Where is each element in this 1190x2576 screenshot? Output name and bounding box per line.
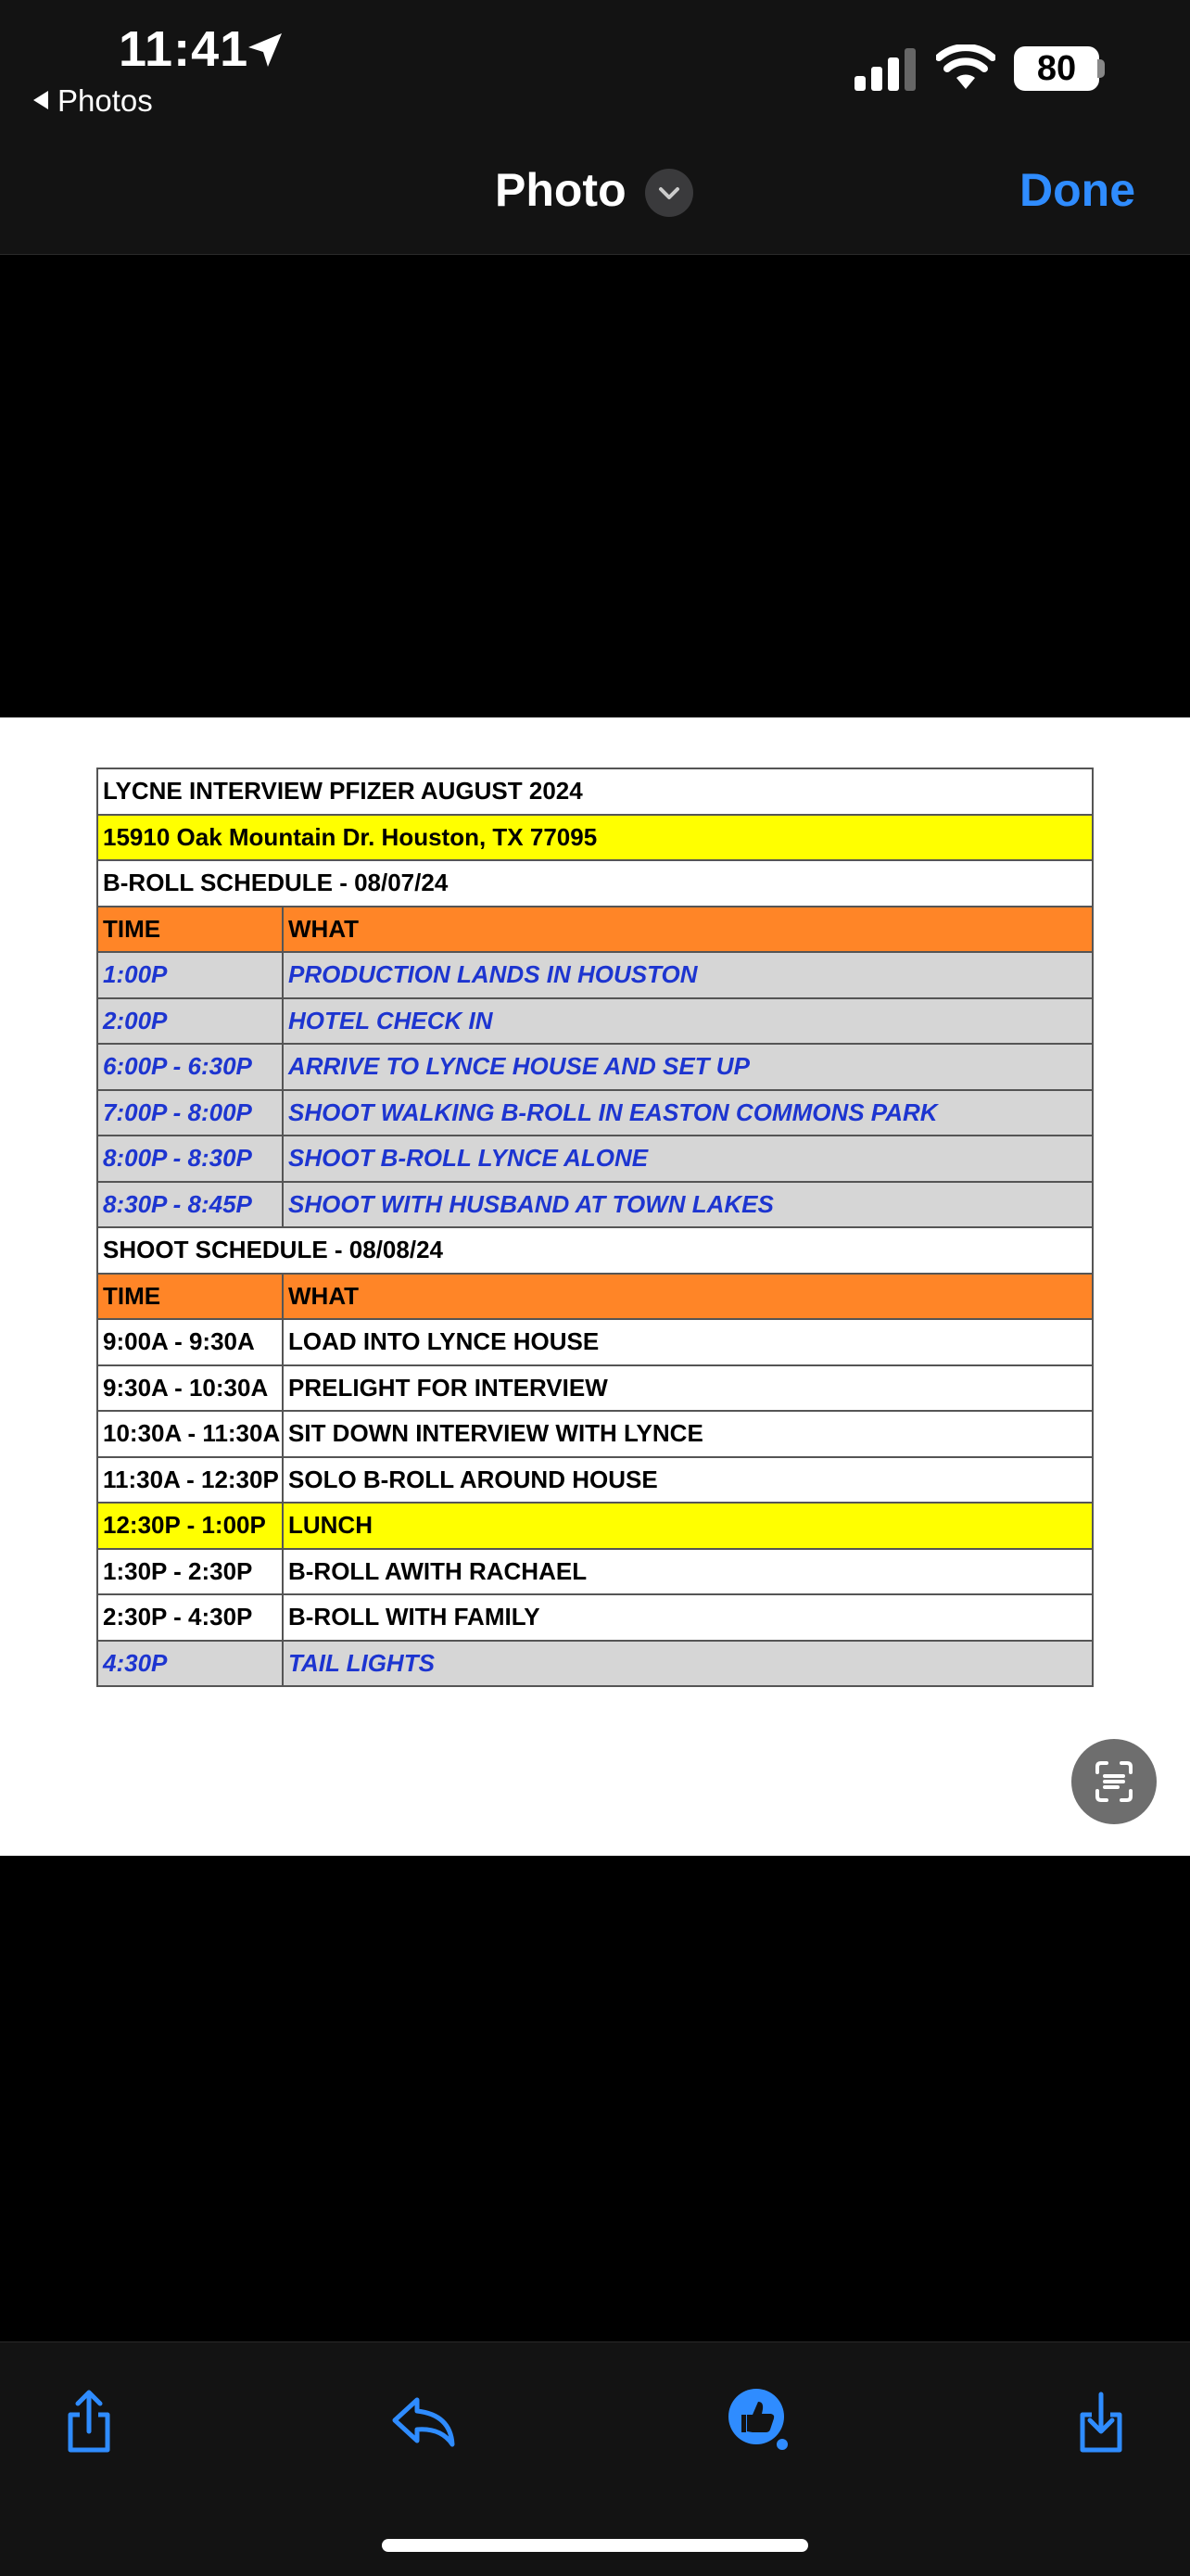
back-label: Photos <box>57 83 153 118</box>
schedule-table <box>96 768 1094 1687</box>
battery-indicator: 80 <box>1014 46 1099 91</box>
table-row <box>97 1136 1093 1182</box>
back-triangle-icon <box>33 91 48 109</box>
row-time: 10:30A - 11:30A <box>97 1411 283 1457</box>
row-time: 8:00P - 8:30P <box>97 1136 283 1182</box>
chevron-down-icon <box>645 169 693 217</box>
schedule-title: LYCNE INTERVIEW PFIZER AUGUST 2024 <box>97 768 1093 815</box>
back-to-photos-link[interactable] <box>33 83 153 119</box>
location-arrow-icon <box>243 28 287 72</box>
done-button[interactable]: Done <box>1019 164 1135 216</box>
table-row-lunch <box>97 1503 1093 1549</box>
row-time: 1:30P - 2:30P <box>97 1549 283 1595</box>
cellular-signal-icon <box>855 48 916 91</box>
table-row <box>97 1182 1093 1228</box>
table-row <box>97 1319 1093 1365</box>
row-time: 4:30P <box>97 1641 283 1687</box>
broll-heading-row <box>97 860 1093 907</box>
title-menu-button[interactable] <box>645 169 693 217</box>
shoot-heading-row <box>97 1227 1093 1274</box>
live-text-scan-icon <box>1071 1739 1157 1824</box>
row-time: 8:30P - 8:45P <box>97 1182 283 1228</box>
table-row <box>97 1090 1093 1136</box>
row-time: 2:00P <box>97 998 283 1045</box>
live-text-button[interactable] <box>1071 1739 1157 1824</box>
row-what: PRELIGHT FOR INTERVIEW <box>283 1365 1093 1412</box>
row-time: 7:00P - 8:00P <box>97 1090 283 1136</box>
row-what: SIT DOWN INTERVIEW WITH LYNCE <box>283 1411 1093 1457</box>
row-time: 11:30A - 12:30P <box>97 1457 283 1504</box>
reply-icon[interactable] <box>386 2383 460 2457</box>
status-time: 11:41 <box>119 21 249 77</box>
row-what: LOAD INTO LYNCE HOUSE <box>283 1319 1093 1365</box>
row-time: 1:00P <box>97 952 283 998</box>
row-what: SHOOT B-ROLL LYNCE ALONE <box>283 1136 1093 1182</box>
table-row <box>97 1549 1093 1595</box>
wifi-icon <box>936 44 995 91</box>
address-row <box>97 815 1093 861</box>
table-row <box>97 1457 1093 1504</box>
row-what: SOLO B-ROLL AROUND HOUSE <box>283 1457 1093 1504</box>
table-row <box>97 952 1093 998</box>
thumbs-up-search-icon[interactable] <box>723 2383 797 2457</box>
row-what: HOTEL CHECK IN <box>283 998 1093 1045</box>
share-icon[interactable] <box>52 2383 126 2457</box>
home-indicator[interactable] <box>382 2539 808 2552</box>
table-row <box>97 1641 1093 1687</box>
shoot-header-row <box>97 1274 1093 1320</box>
table-row <box>97 1365 1093 1412</box>
address-text: 15910 Oak Mountain Dr. Houston, TX 77095 <box>97 815 1093 861</box>
row-what: PRODUCTION LANDS IN HOUSTON <box>283 952 1093 998</box>
status-bar <box>0 0 1190 130</box>
row-what: B-ROLL WITH FAMILY <box>283 1594 1093 1641</box>
col-what-header: WHAT <box>283 907 1093 953</box>
table-row <box>97 1594 1093 1641</box>
nav-title[interactable]: Photo <box>495 164 627 216</box>
row-what: SHOOT WALKING B-ROLL IN EASTON COMMONS PARK <box>283 1090 1093 1136</box>
photo-image <box>0 717 1190 1856</box>
save-download-icon[interactable] <box>1064 2383 1138 2457</box>
battery-nub <box>1097 59 1105 78</box>
row-what: TAIL LIGHTS <box>283 1641 1093 1687</box>
row-what: ARRIVE TO LYNCE HOUSE AND SET UP <box>283 1044 1093 1090</box>
row-time: 6:00P - 6:30P <box>97 1044 283 1090</box>
row-time: 12:30P - 1:00P <box>97 1503 283 1549</box>
row-time: 9:30A - 10:30A <box>97 1365 283 1412</box>
col-time-header: TIME <box>97 1274 283 1320</box>
row-time: 9:00A - 9:30A <box>97 1319 283 1365</box>
broll-header-row <box>97 907 1093 953</box>
row-what: SHOOT WITH HUSBAND AT TOWN LAKES <box>283 1182 1093 1228</box>
bottom-toolbar <box>0 2341 1190 2576</box>
broll-heading: B-ROLL SCHEDULE - 08/07/24 <box>97 860 1093 907</box>
nav-bar <box>0 130 1190 255</box>
col-time-header: TIME <box>97 907 283 953</box>
table-row <box>97 1044 1093 1090</box>
row-time: 2:30P - 4:30P <box>97 1594 283 1641</box>
table-row <box>97 998 1093 1045</box>
table-row <box>97 1411 1093 1457</box>
col-what-header: WHAT <box>283 1274 1093 1320</box>
schedule-title-row <box>97 768 1093 815</box>
row-what: B-ROLL AWITH RACHAEL <box>283 1549 1093 1595</box>
row-what: LUNCH <box>283 1503 1093 1549</box>
shoot-heading: SHOOT SCHEDULE - 08/08/24 <box>97 1227 1093 1274</box>
